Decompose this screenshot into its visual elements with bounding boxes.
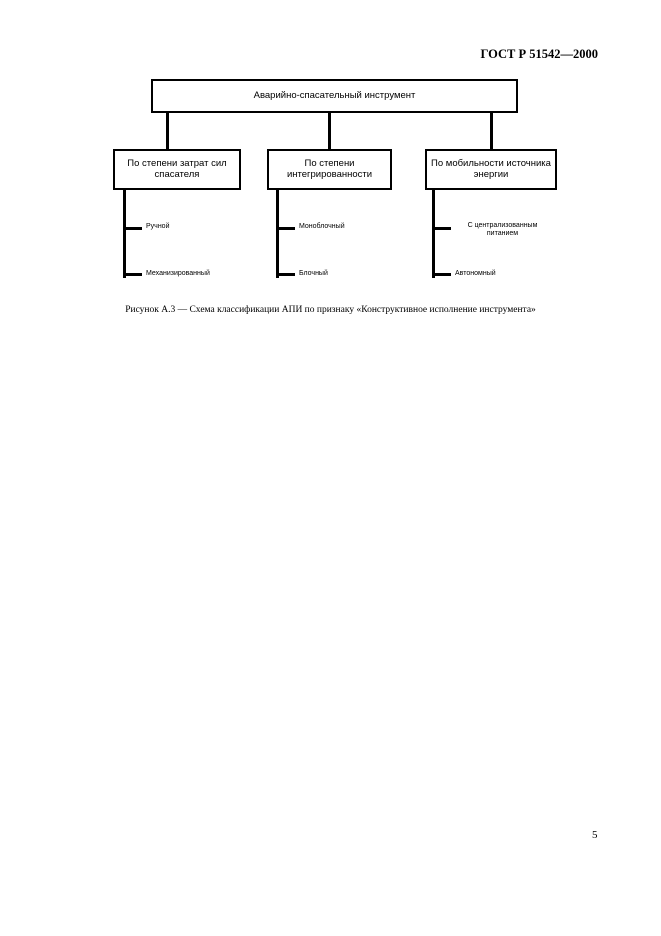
leaf-label: Механизированный <box>146 270 210 277</box>
page-number: 5 <box>592 829 598 841</box>
tick-line <box>276 273 295 276</box>
category-box-effort <box>113 149 241 190</box>
tick-line <box>432 273 451 276</box>
branch-line-energy-mobility <box>432 190 435 278</box>
figure-caption: Рисунок А.3 — Схема классификации АПИ по признаку «Конструктивное исполнение инструмента» <box>125 305 536 315</box>
leaf-label: Ручной <box>146 223 170 230</box>
tick-line <box>123 227 142 230</box>
category-box-energy-mobility <box>425 149 557 190</box>
branch-line-effort <box>123 190 126 278</box>
leaf-label: Блочный <box>299 270 328 277</box>
document-code: ГОСТ Р 51542—2000 <box>480 47 598 61</box>
connector-root-cat3 <box>490 113 493 149</box>
connector-root-cat1 <box>166 113 169 149</box>
branch-line-integration <box>276 190 279 278</box>
tick-line <box>123 273 142 276</box>
root-box <box>151 79 518 113</box>
leaf-label: Моноблочный <box>299 223 345 230</box>
tick-line <box>276 227 295 230</box>
leaf-label: Автономный <box>455 270 496 277</box>
connector-root-cat2 <box>328 113 331 149</box>
category-label: По мобильности источника энергии <box>431 157 551 180</box>
root-label: Аварийно-спасательный инструмент <box>253 89 416 101</box>
category-label: По степени затрат сил спасателя <box>127 157 227 180</box>
category-box-integration <box>267 149 392 190</box>
tick-line <box>432 227 451 230</box>
leaf-label: С централизованным питанием <box>467 222 538 238</box>
category-label: По степени интегрированности <box>286 157 373 180</box>
